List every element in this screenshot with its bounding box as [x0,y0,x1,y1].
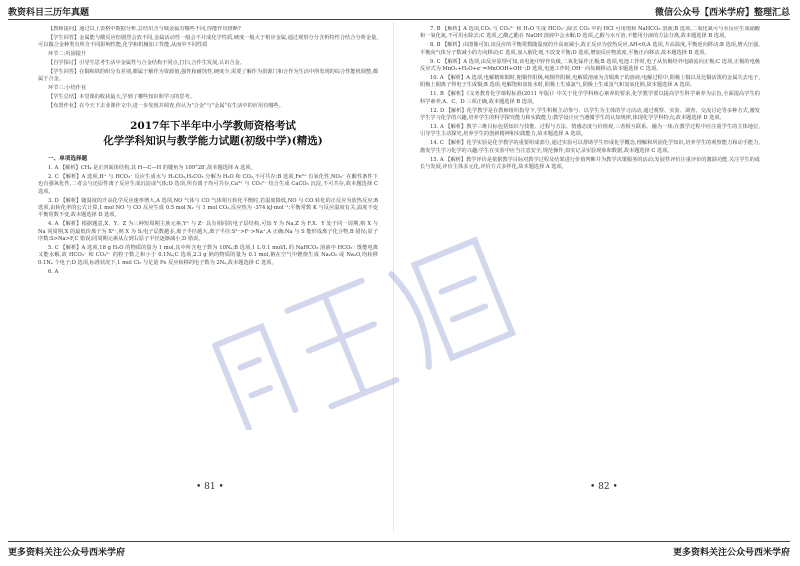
intro-paragraph: 环节三:小结作业 [48,85,87,92]
answer-paragraph: 1. A 【解析】CH₄ 是正四面体结构,其 H—C—H 的键角为 109°28′,故本题选择 A 选项。 [48,164,256,171]
intro-paragraph: 【布置作业】在今天下去业课作文中,进一步发现并调查,你认为"合金"与"金属"在生活中的应用有哪些。 [48,103,284,110]
exam-title [38,119,378,149]
answer-paragraph: 12. D 【解析】化学教学是在教师组织指导下,学生积极主动参与、以学生为主体的学习活动,通过观察、实验、调查、交流讨论等多种方式,激发学生学习化学的兴趣,培养学生的科学探究能力和实践能力;教学设计应当遵循学生的认知规律,体现化学学科特点;故本题选择 D 选项。 [420,107,760,121]
answer-paragraph: 11. B 【解析】《义务教育化学课程标准(2011 年版)》中关于化学学科核心素养的要求,化学教学要以提高学生科学素养为宗旨,全面提高学生的科学素养,A、C、D 三项正确,故本题选择 B 选项。 [420,91,760,105]
answer-paragraph: 7. B 【解析】A 选项,CO₂ 与 CO₃²⁻ 和 H₂O 生成 HCO₃⁻,除去 CO₂ 中的 HCl 可用饱和 NaHCO₃ 溶液;B 选项,二氧化氮可与水反应生成硝酸和一氧化氮,不可用水除去;C 选项,乙酸乙酯在 NaOH 溶液中会水解;D 选项,乙醇与水互溶,不能用分液的方法分离,故本题选择 B 选项。 [420,26,760,40]
exam-title-line2: 化学学科知识与教学能力试题(初级中学)(精选) [103,135,323,148]
answer-paragraph: 8. B 【解析】由图像可知,该反应的平衡常数随温度的升高而减小,故正反应为放热反应,ΔH<0;A 选项,升高温度,平衡逆向移动;B 选项,增大压强,平衡向气体分子数减小的方向移动;C 选项,加入催化剂,不改变平衡;D 选项,增加反应物浓度,平衡正向移动,故本题选择 B 选项。 [420,42,760,56]
answer-paragraph: 2. C 【解析】A 选项,H⁺ 与 HCO₃⁻ 反应生成水与 H₂CO₃,H₂CO₃ 分解为 H₂O 和 CO₂,不可共存;B 选项,Fe³⁺ 有氧化性,NO₃⁻ 在酸性条件下也有强氧化性,二者会与还原性离子反应生成沉淀或气体;D 选项,所有离子均可共存,Ca²⁺ 与 CO₃²⁻ 结合生成 CaCO₃ 沉淀,不可共存,故本题选择 C 选项。 [38,173,378,195]
header-right-title: 微信公众号【西米学府】整理汇总 [654,8,790,18]
answer-paragraph: 15. A 【解析】教学评价是依据教学目标对教学过程及结果进行价值判断并为教学决策服务的活动;发展性评价注重评价的激励功能,关注学生的成长与发展,评价主体多元化,评价方式多样化,故本题选择 A 选项。 [420,156,760,170]
exam-title-line1: 2017年下半年中小学教师资格考试 [130,119,296,132]
section-heading: 一、单项选择题 [48,156,88,163]
answer-list [38,165,378,276]
answer-paragraph: 14. C 【解析】化学实验是化学教学的重要组成部分,通过实验可以帮助学生形成化学概念,理解和巩固化学知识,培养学生的观察能力和动手能力,激发学生学习化学的兴趣;学生在实验中应当注意安全,规范操作,如实记录实验现象和数据,故本题选择 C 选项。 [420,140,760,154]
page-number-left: • 81 • [196,482,224,492]
intro-paragraph: 【学生总结】本堂课的收获最大,学到了哪些知识和学习的思考。 [48,94,195,101]
header-rule [8,19,790,20]
page-spine [393,22,394,532]
footer-right-text: 更多资料关注公众号西米学府 [672,548,790,558]
footer-rule [8,541,790,542]
answer-paragraph: 6. A [48,268,59,275]
intro-paragraph: 【自学探讨】引导生思考生活中金属性与合金结构不同点,打扫,合作生发展,认识合金。 [48,60,245,67]
answer-paragraph: 5. C 【解析】A 选项,18 g H₂O 的物质的量为 1 mol,其中所含电子数为 10Nₐ;B 选项,1 L 0.1 mol/L 的 NaHCO₃ 溶液中 HCO₃⁻ 既能电离又能水解,故 HCO₃⁻ 和 CO₃²⁻ 的粒子数之和小于 0.1Nₐ;C 选项,2.3 g 钠的物质的量为 0.1 mol,钠在空气中燃烧生成 Na₂O₂ 或 Na₂O,均转移 0.1Nₐ 个电子;D 选项,标准状况下,1 mol Cl₂ 与足量 Fe 反应转移的电子数为 2Nₐ,故本题选择 C 选项。 [38,245,378,266]
answer-paragraph: 10. A 【解析】A 选项,电解精炼铜时,粗铜作阳极,纯铜作阴极,电解质溶液为含铜离子的溶液;电解过程中,阳极上铜以及比铜活泼的金属失去电子,阴极上铜离子得电子生成铜;B 选项,电解饱和食盐水时,阳极上生成氯气,阴极上生成氢气和氢氧化钠,故本题选择 A 选项。 [420,74,760,89]
intro-section [38,26,378,111]
intro-paragraph: 环节二:巩固提升 [48,51,87,58]
intro-paragraph: 【学生回答】金属能与酸反应但剧烈会放不同,金属活动性一般会不并成化学性质,硬度一般大于相应金属,通过观察分分含析特性合结合分析金量,可以做合金种类有所含不同影响性能,化学和机械加工性能,从而中不同性质 [38,34,378,49]
answer-paragraph: 13. A 【解析】教学三维目标包括知识与技能、过程与方法、情感态度与价值观,三者相互联系、融为一体;在教学过程中应注重学生的主体地位,引导学生主动探究,培养学生的创新精神和实践能力,故本题选择 A 选项。 [420,123,760,138]
right-page-column [420,26,760,486]
intro-paragraph: 【学生回答】在铜和铁的组分有差别,都属于解作为资源值,强性和耐蚀性,硬度少,需要了解作为资源门和合作为生活中所发现的综合性能机调整,都属于合金。 [38,69,378,83]
header-left-title: 教资科目三历年真题 [8,8,90,18]
left-page-column [38,26,378,471]
answer-paragraph: 4. A 【解析】根据题意,X、Y、Z 为三种短周期主族元素,Y⁺ 与 Z⁻ 具有相同的电子层结构,可知 Y 为 Na,Z 为 F,X、Y 处于同一周期,则 X 与 Na 同周期,X 的最低价离子为 X²⁻,则 X 为 S;电子层数越多,离子半径越大,离子半径:S²⁻>F⁻>Na⁺,A 正确;Na 与 S 能形成离子化合物,B 错误;原子序数:S>Na>F,C 错误;同周期元素从左到右原子半径逐渐减小,D 错误。 [38,221,378,243]
footer-left-text: 更多资料关注公众号西米学府 [8,548,126,558]
answer-paragraph: 9. C 【解析】A 选项,由反应原理可知,该电池中锌作负极,二氧化锰作正极;B 选项,电池工作时,电子从负极经外电路流向正极;C 选项,正极的电极反应式为 MnO₂+H₂O+e⁻=MnOOH+OH⁻;D 选项,电池工作时,OH⁻ 向负极移动,故本题选择 C 选项。 [420,58,760,73]
page-number-right: • 82 • [590,482,618,492]
intro-paragraph: 【教师提问】通过以上表格中数据分析,总结出含与城金属有哪些不同,你能作出推断? [48,26,241,32]
answer-paragraph: 3. D 【解析】随温度的升高化学反应速率增大,A 选项,NO 气体与 CO 气体相互转化平衡时,若温度降低,NO 与 CO 转化的正反应为放热反应;B 选项,由转化率的公式计算,1 mol NO 与 CO 反应生成 0.5 mol N₂ 与 1 mol CO₂,反应热为 -374 kJ·mol⁻¹;平衡常数 K 与反应温度有关,温度不变平衡常数不变,故本题选择 D 选项。 [38,197,378,219]
